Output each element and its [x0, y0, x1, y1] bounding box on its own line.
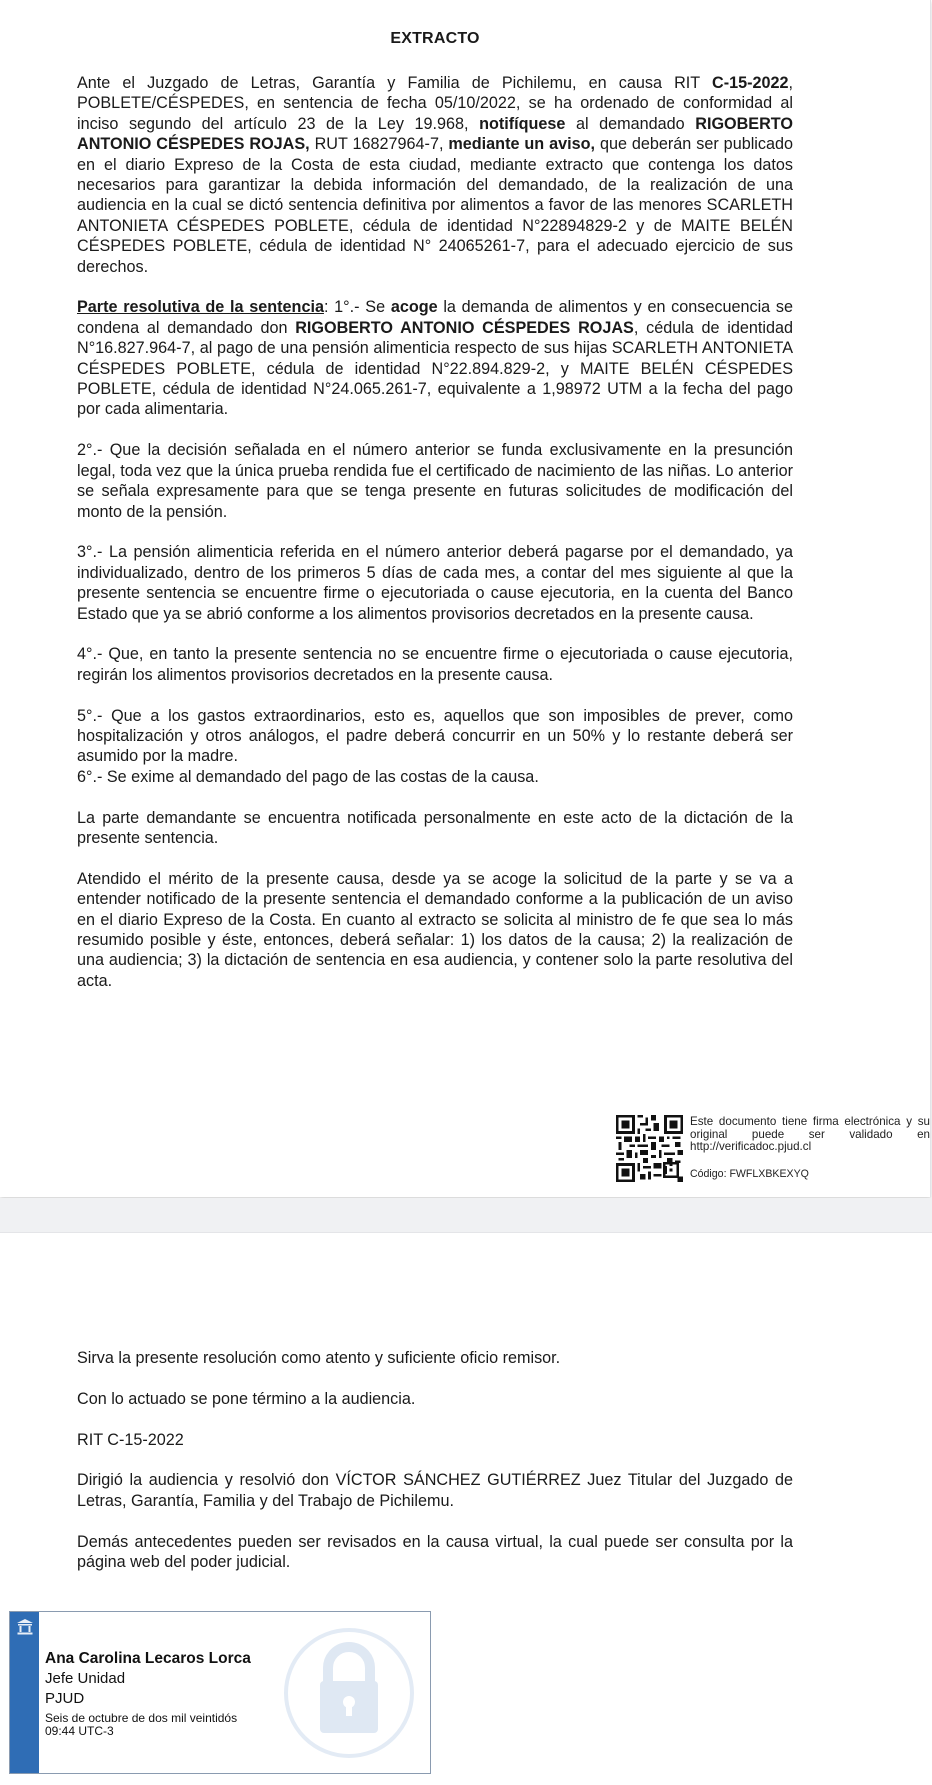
page2-body [77, 1348, 793, 1593]
verification-text: Este documento tiene firma electrónica y su original puede ser validado en http://verificadoc.pjud.cl [690, 1115, 930, 1154]
text: la demanda de alimentos y en consecuencia se condena al demandado don [77, 298, 794, 337]
paragraph-judge: Dirigió la audiencia y resolvió don VÍCTOR SÁNCHEZ GUTIÉRREZ Juez Titular del Juzgado de Letras, Garantía, Familia y del Trabajo de Pichilemu. [77, 1471, 793, 1510]
paragraph-antecedentes: Demás antecedentes pueden ser revisados en la causa virtual, la cual puede ser consulta por la página web del poder judicial. [77, 1532, 793, 1571]
signer-role: Jefe Unidad [45, 1670, 126, 1687]
text: RUT 16827964-7, [309, 135, 449, 154]
digital-signature-box [9, 1611, 431, 1774]
bold-text: mediante un aviso, [448, 135, 596, 154]
lock-icon [282, 1626, 416, 1760]
defendant-name: RIGOBERTO ANTONIO CÉSPEDES ROJAS [295, 318, 634, 337]
text: que deberán ser publicado en el diario Expreso de la Costa de esta ciudad, mediante extracto que contenga los datos necesarios para garantizar la debida información del demandado, de la realización de una audiencia en la cual se dictó sentencia definitiva por alimentos a favor de las menores SCARLETH ANTONIETA CÉSPEDES POBLETE, cédula de identidad N°22894829-2 y de MAITE BELÉN CÉSPEDES POBLETE, cédula de identidad N° 24065261-7, para el adecuado ejercicio de sus derechos. [77, 135, 793, 276]
paragraph-notified: La parte demandante se encuentra notificada personalmente en este acto de la dictación de la presente sentencia. [77, 808, 793, 847]
paragraph-intro [77, 73, 793, 277]
paragraph-4: 4°.- Que, en tanto la presente sentencia no se encuentre firme o ejecutoriada o cause ejecutoria, regirán los alimentos provisorios decretados en la presente causa. [77, 645, 793, 684]
electronic-signature-verification [616, 1115, 930, 1185]
paragraph-2: 2°.- Que la decisión señalada en el número anterior se funda exclusivamente en la presunción legal, toda vez que la única prueba rendida fue el certificado de nacimiento de las niñas. Lo anterior se señala expresamente para que se tenga presente en futuras solicitudes de modificación del monto de la pensión. [77, 441, 793, 521]
verification-code: Código: FWFLXBKEXYQ [690, 1168, 809, 1180]
paragraph-oficio: Sirva la presente resolución como atento y suficiente oficio remisor. [77, 1349, 561, 1367]
signer-name: Ana Carolina Lecaros Lorca [45, 1650, 251, 1667]
page-separator [0, 1198, 932, 1233]
bank-icon [16, 1618, 34, 1636]
paragraph-rit: RIT C-15-2022 [77, 1430, 184, 1449]
qr-code-icon [616, 1115, 683, 1182]
paragraph-termino: Con lo actuado se pone término a la audiencia. [77, 1389, 416, 1408]
defendant-name: RIGOBERTO ANTONIO CÉSPEDES ROJAS, [77, 114, 793, 154]
text: al demandado [565, 114, 696, 133]
signature-band [10, 1612, 39, 1773]
text: , cédula de identidad N°16.827.964-7, al pago de una pensión alimenticia respecto de sus hijas SCARLETH ANTONIETA CÉSPEDES POBLETE, cédula de identidad N°22.894.829-2, y MAITE BELÉN CÉSPEDES POBLETE, cédula de identidad N°24.065.261-7, equivalente a 1,98972 UTM a la fecha del pago por cada alimentaria. [77, 318, 794, 419]
paragraph-5: 5°.- Que a los gastos extraordinarios, esto es, aquellos que son imposibles de prever, como hospitalización y otros análogos, el padre deberá concurrir en un 50% y lo restante deberá ser asumido por la madre. [77, 706, 793, 766]
paragraph-resolutive [77, 297, 793, 419]
bold-text: notifíquese [479, 114, 566, 133]
signer-organization: PJUD [45, 1690, 85, 1707]
page1-body [77, 73, 793, 1012]
signer-details [45, 1648, 251, 1737]
paragraph-6: 6°.- Se exime al demandado del pago de las costas de la causa. [77, 767, 539, 786]
document-title: EXTRACTO [390, 30, 480, 47]
signature-date: Seis de octubre de dos mil veintidós [45, 1711, 238, 1725]
case-number: C-15-2022 [712, 74, 789, 92]
paragraph-merit: Atendido el mérito de la presente causa, desde ya se acoge la solicitud de la parte y se va a entender notificado de la presente sentencia el demandado conforme a la publicación de un aviso en el diario Expreso de la Costa. En cuanto al extracto se solicita al ministro de fe que sea lo más resumido posible y éste, entonces, deberá señalar: 1) los datos de la causa; 2) la realización de una audiencia; 3) la dictación de sentencia en esa audiencia, y contener solo la parte resolutiva del acta. [77, 869, 793, 990]
bold-text: acoge [390, 298, 438, 317]
text: Ante el Juzgado de Letras, Garantía y Familia de Pichilemu, en causa RIT [77, 74, 712, 92]
text: , POBLETE/CÉSPEDES, en sentencia de fecha 05/10/2022, se ha ordenado de conformidad al inciso segundo del artículo 23 de la Ley 19.968, [77, 74, 793, 133]
text: : 1°.- Se [323, 298, 391, 317]
signature-time: 09:44 UTC-3 [45, 1723, 114, 1738]
paragraph-3: 3°.- La pensión alimenticia referida en el número anterior deberá pagarse por el demandado, ya individualizado, dentro de los primeros 5 días de cada mes, a contar del mes siguiente al que la presente sentencia se encuentre firme o ejecutoriada o cause ejecutoria, en la cuenta del Banco Estado que ya se abrió conforme a los alimentos provisorios decretados en la presente causa. [77, 543, 793, 623]
section-heading: Parte resolutiva de la sentencia [77, 298, 324, 317]
